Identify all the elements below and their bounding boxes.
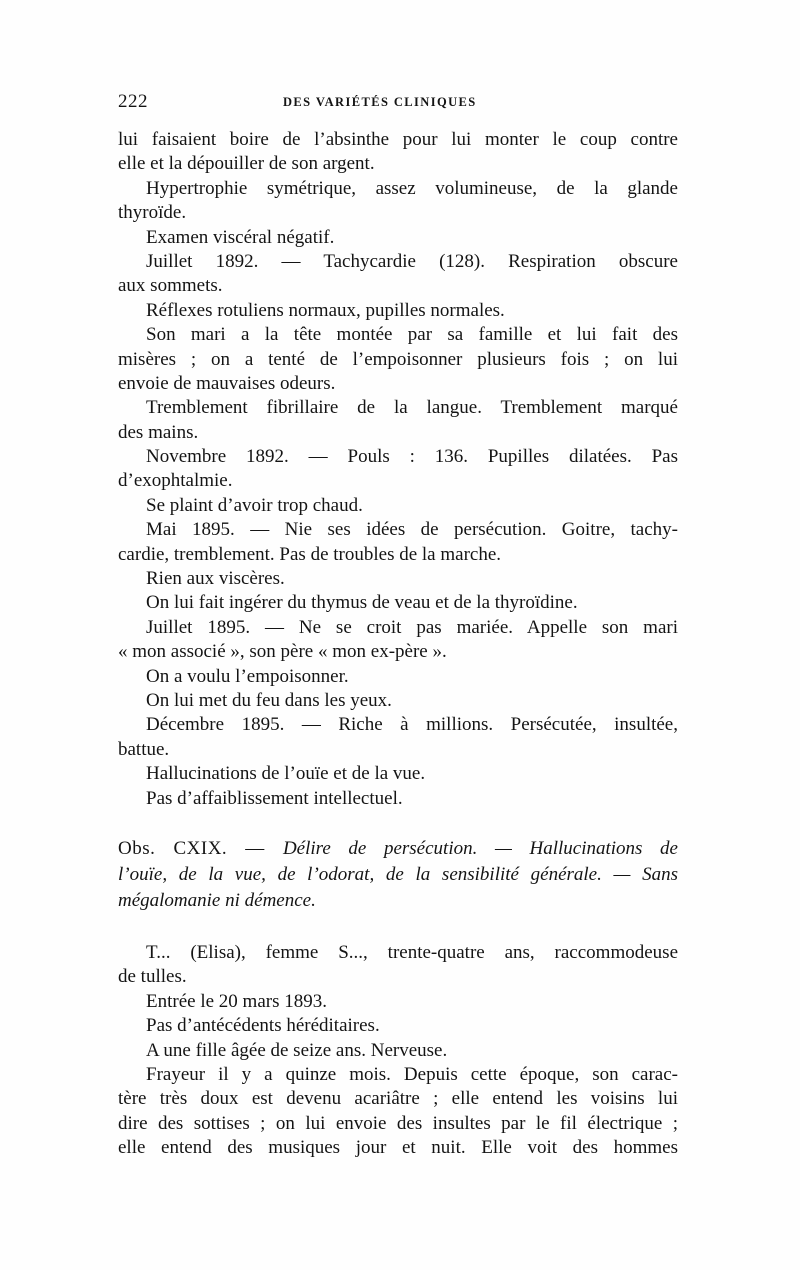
text-line: Juillet 1895. — Ne se croit pas mariée. Appelle son mari: [146, 616, 678, 638]
case-notes-block: [118, 128, 678, 811]
text-line: T... (Elisa), femme S..., trente-quatre ans, raccommodeuse: [146, 941, 678, 963]
text-line: elle et la dépouiller de son argent.: [118, 153, 375, 175]
case-description-block: [118, 941, 678, 1161]
text-line: « mon associé », son père « mon ex-père ».: [118, 641, 447, 663]
text-line: Frayeur il y a quinze mois. Depuis cette époque, son carac-: [146, 1063, 678, 1085]
text-line: dire des sottises ; on lui envoie des insultes par le fil électrique ;: [118, 1112, 678, 1134]
text-line: On lui fait ingérer du thymus de veau et de la thyroïdine.: [146, 592, 578, 614]
text-line: envoie de mauvaises odeurs.: [118, 372, 336, 394]
text-line: tère très doux est devenu acariâtre ; elle entend les voisins lui: [118, 1088, 678, 1110]
text-line: misères ; on a tenté de l’empoisonner plusieurs fois ; on lui: [118, 348, 678, 370]
page-number: 222: [118, 91, 148, 112]
text-line: Tremblement fibrillaire de la langue. Tremblement marqué: [146, 397, 678, 419]
text-line: Mai 1895. — Nie ses idées de persécution. Goitre, tachy-: [146, 519, 678, 541]
text-line: aux sommets.: [118, 275, 223, 297]
text-line: A une fille âgée de seize ans. Nerveuse.: [146, 1039, 448, 1061]
observation-heading-line: [118, 837, 678, 863]
text-line: de tulles.: [118, 966, 187, 988]
text-line: Réflexes rotuliens normaux, pupilles normales.: [146, 299, 505, 321]
text-line: Pas d’affaiblissement intellectuel.: [146, 787, 403, 809]
text-line: Décembre 1895. — Riche à millions. Persécutée, insultée,: [146, 714, 678, 736]
text-line: Entrée le 20 mars 1893.: [146, 990, 327, 1012]
observation-heading-line: mégalomanie ni démence.: [118, 889, 316, 911]
text-line: Examen viscéral négatif.: [146, 226, 335, 248]
text-line: On a voulu l’empoisonner.: [146, 665, 349, 687]
text-line: Hypertrophie symétrique, assez volumineuse, de la glande: [146, 177, 678, 199]
text-line: Se plaint d’avoir trop chaud.: [146, 494, 363, 516]
section-gap: [118, 915, 678, 941]
body-text: [118, 128, 678, 1160]
text-line: lui faisaient boire de l’absinthe pour lui monter le coup contre: [118, 129, 678, 150]
text-line: Novembre 1892. — Pouls : 136. Pupilles dilatées. Pas: [146, 446, 678, 468]
running-head: DES VARIÉTÉS CLINIQUES: [283, 95, 477, 109]
text-line: thyroïde.: [118, 202, 187, 224]
text-line: Pas d’antécédents héréditaires.: [146, 1015, 380, 1037]
text-line: Juillet 1892. — Tachycardie (128). Respiration obscure: [146, 250, 678, 272]
text-line: d’exophtalmie.: [118, 470, 233, 492]
text-line: Son mari a la tête montée par sa famille et lui fait des: [146, 324, 678, 346]
text-line: cardie, tremblement. Pas de troubles de la marche.: [118, 543, 502, 565]
page-header: [118, 91, 678, 119]
observation-number: Obs. CXIX. —: [118, 837, 283, 859]
text-line: elle entend des musiques jour et nuit. Elle voit des hommes: [118, 1137, 678, 1159]
text-line: Hallucinations de l’ouïe et de la vue.: [146, 763, 426, 785]
observation-heading-line: l’ouïe, de la vue, de l’odorat, de la sensibilité générale. — Sans: [118, 863, 678, 885]
observation-title-part: Délire de persécution. — Hallucinations de: [282, 837, 678, 859]
text-line: Rien aux viscères.: [146, 568, 285, 590]
text-line: des mains.: [118, 421, 199, 443]
section-gap: [118, 811, 678, 837]
text-line: battue.: [118, 738, 170, 760]
observation-heading: [118, 837, 678, 915]
text-line: On lui met du feu dans les yeux.: [146, 689, 392, 711]
